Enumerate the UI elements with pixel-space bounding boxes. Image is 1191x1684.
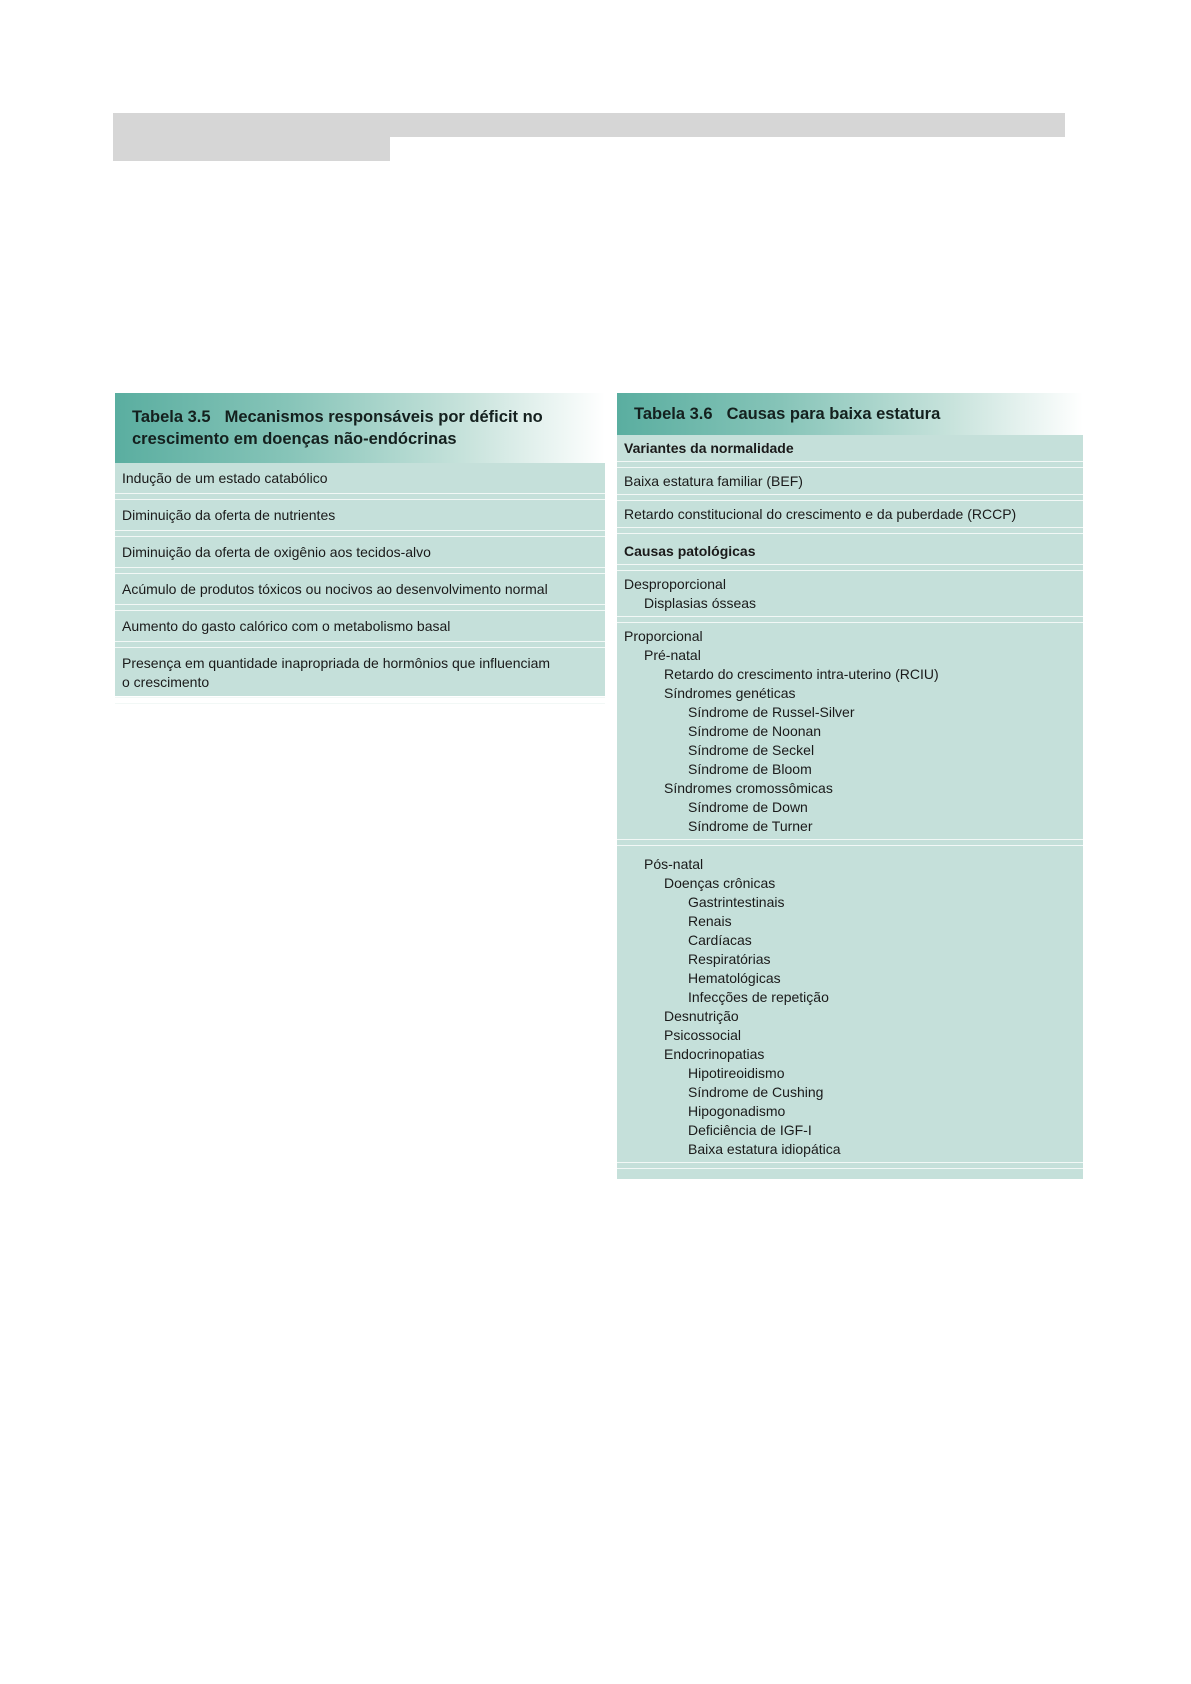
table-3-5 <box>115 393 605 696</box>
section-header-patologicas <box>617 534 1083 571</box>
row-text: Gastrintestinais <box>688 894 785 910</box>
row-text: Renais <box>688 913 732 929</box>
table-3-5-number: Tabela 3.5 <box>132 408 211 426</box>
row-text: Pré-natal <box>644 647 701 663</box>
row-text: Síndromes cromossômicas <box>664 780 833 796</box>
section-header-text: Causas patológicas <box>624 543 756 559</box>
row-text: Síndrome de Noonan <box>688 723 822 739</box>
table-row <box>115 574 605 611</box>
row-text: Diminuição da oferta de nutrientes <box>122 507 336 523</box>
table-3-6 <box>617 393 1083 1179</box>
table-3-5-title-line2: crescimento em doenças não-endócrinas <box>132 430 457 448</box>
row-text: Indução de um estado catabólico <box>122 470 328 486</box>
table-row <box>617 846 1083 1169</box>
row-text: Psicossocial <box>664 1027 742 1043</box>
row-text: Síndromes genéticas <box>664 685 796 701</box>
row-text: Presença em quantidade inapropriada de hormônios que influenciam <box>122 655 551 671</box>
row-text: Proporcional <box>624 628 703 644</box>
table-row <box>617 571 1083 623</box>
row-text: Pós-natal <box>644 856 704 872</box>
row-text: Síndrome de Russel-Silver <box>688 704 855 720</box>
table-row <box>115 611 605 648</box>
table-row <box>617 623 1083 846</box>
table-3-6-title-text: Causas para baixa estatura <box>726 405 941 423</box>
section-header-text: Variantes da normalidade <box>624 440 794 456</box>
table-row <box>115 463 605 500</box>
table-row <box>115 648 605 704</box>
table-3-5-title-line1: Mecanismos responsáveis por déficit no <box>224 408 543 426</box>
row-text: Aumento do gasto calórico com o metabolismo basal <box>122 618 451 634</box>
row-text: Desnutrição <box>664 1008 739 1024</box>
table-row <box>115 500 605 537</box>
row-text: Retardo do crescimento intra-uterino (RCIU) <box>664 666 939 682</box>
row-text: Deficiência de IGF-I <box>688 1122 812 1138</box>
row-text: Endocrinopatias <box>664 1046 765 1062</box>
table-row <box>617 468 1083 501</box>
row-text: Respiratórias <box>688 951 771 967</box>
row-text-continued: o crescimento <box>122 674 210 690</box>
row-text: Síndrome de Cushing <box>688 1084 824 1100</box>
row-text: Baixa estatura idiopática <box>688 1141 841 1157</box>
row-text: Hipogonadismo <box>688 1103 786 1119</box>
row-text: Hipotireoidismo <box>688 1065 785 1081</box>
section-header-variantes <box>617 435 1083 468</box>
table-3-5-header <box>115 393 605 463</box>
row-text: Acúmulo de produtos tóxicos ou nocivos ao desenvolvimento normal <box>122 581 548 597</box>
row-text: Baixa estatura familiar (BEF) <box>624 473 803 489</box>
redacted-header-bar <box>113 113 1065 137</box>
row-text: Retardo constitucional do crescimento e da puberdade (RCCP) <box>624 506 1017 522</box>
row-text: Síndrome de Seckel <box>688 742 815 758</box>
row-text: Síndrome de Turner <box>688 818 813 834</box>
row-text: Síndrome de Down <box>688 799 808 815</box>
table-3-6-number: Tabela 3.6 <box>634 405 713 423</box>
table-row <box>617 501 1083 534</box>
row-text: Displasias ósseas <box>644 595 757 611</box>
row-text: Doenças crônicas <box>664 875 776 891</box>
row-text: Desproporcional <box>624 576 726 592</box>
row-text: Diminuição da oferta de oxigênio aos tecidos-alvo <box>122 544 431 560</box>
row-text: Infecções de repetição <box>688 989 829 1005</box>
redacted-header-bar-short <box>113 137 390 161</box>
table-row <box>115 537 605 574</box>
row-text: Hematológicas <box>688 970 781 986</box>
row-text: Síndrome de Bloom <box>688 761 812 777</box>
table-3-6-title <box>634 403 1067 425</box>
table-3-5-title <box>132 406 589 428</box>
row-text: Cardíacas <box>688 932 752 948</box>
table-3-6-header <box>617 393 1083 435</box>
